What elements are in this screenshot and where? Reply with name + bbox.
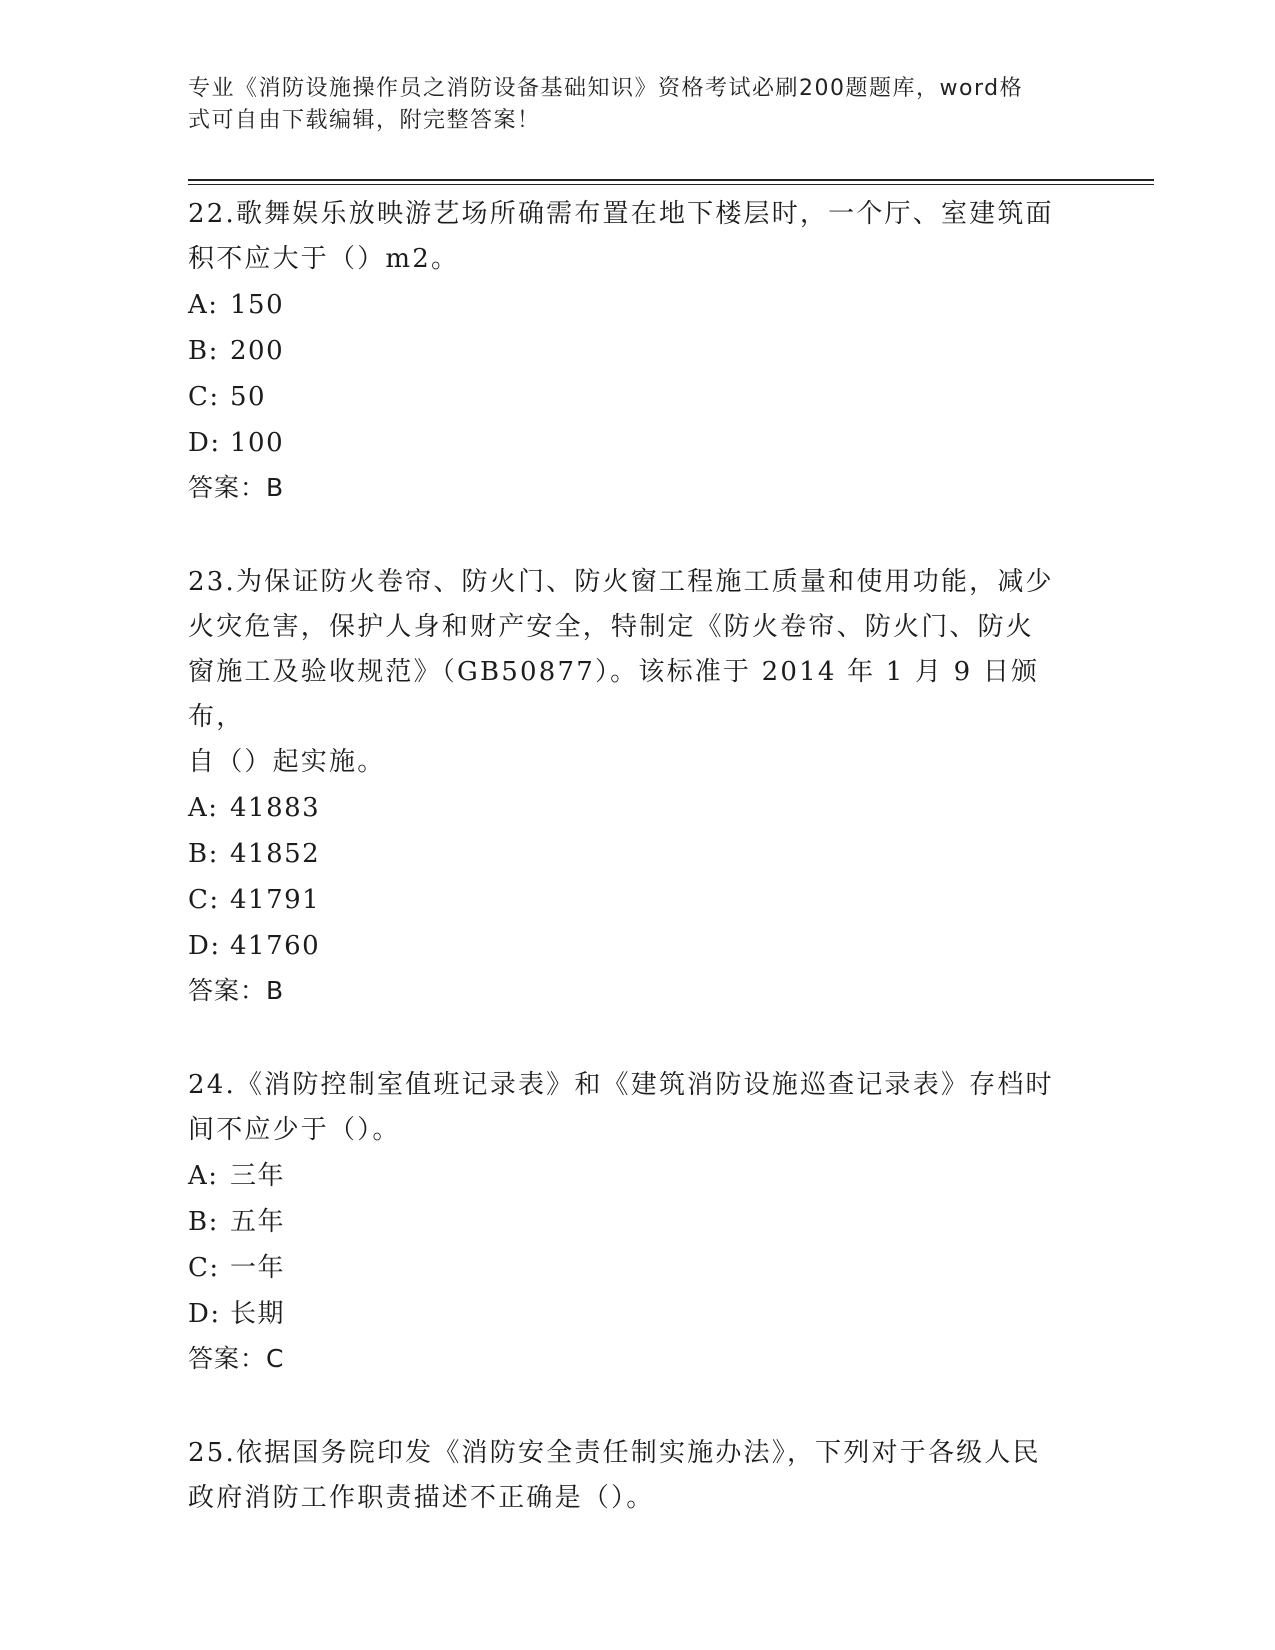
stem-line: 22.歌舞娱乐放映游艺场所确需布置在地下楼层时，一个厅、室建筑面 xyxy=(188,199,1054,229)
option-letter: A: xyxy=(188,290,219,320)
option-letter: B: xyxy=(188,1207,219,1237)
stem-line: 自（）起实施。 xyxy=(188,747,386,777)
header-line-2: 式可自由下载编辑，附完整答案！ xyxy=(188,108,541,133)
option-letter: D: xyxy=(188,1299,221,1329)
answer-line: 答案：B xyxy=(188,473,285,502)
stem-line: 间不应少于（）。 xyxy=(188,1115,401,1145)
stem-line: 25.依据国务院印发《消防安全责任制实施办法》，下列对于各级人民 xyxy=(188,1438,1041,1468)
header-divider-thick xyxy=(188,179,1154,181)
option-a xyxy=(188,282,1068,328)
option-letter: C: xyxy=(188,1253,220,1283)
option-d xyxy=(188,923,1068,969)
stem-line: 24.《消防控制室值班记录表》和《建筑消防设施巡查记录表》存档时 xyxy=(188,1070,1054,1100)
header-divider-thin xyxy=(188,184,1154,185)
option-c xyxy=(188,1245,1068,1291)
option-letter: A: xyxy=(188,1161,219,1191)
question-24 xyxy=(188,1063,1068,1381)
option-text: 41791 xyxy=(230,885,321,915)
option-d xyxy=(188,420,1068,466)
option-letter: D: xyxy=(188,931,221,961)
option-b xyxy=(188,328,1068,374)
option-letter: D: xyxy=(188,428,221,458)
question-stem xyxy=(188,1063,1068,1153)
question-23 xyxy=(188,560,1068,1013)
option-text: 长期 xyxy=(230,1299,286,1329)
document-header xyxy=(188,73,1068,137)
stem-line: 火灾危害，保护人身和财产安全，特制定《防火卷帘、防火门、防火 xyxy=(188,612,1035,642)
option-d xyxy=(188,1291,1068,1337)
question-22 xyxy=(188,192,1068,510)
answer-line: 答案：C xyxy=(188,1344,285,1373)
question-stem xyxy=(188,192,1068,282)
option-letter: B: xyxy=(188,336,219,366)
option-c xyxy=(188,877,1068,923)
option-letter: B: xyxy=(188,839,219,869)
option-text: 41760 xyxy=(230,931,321,961)
stem-line: 窗施工及验收规范》（GB50877）。该标准于 2014 年 1 月 9 日颁布， xyxy=(188,657,1040,732)
option-letter: C: xyxy=(188,382,220,412)
option-text: 150 xyxy=(230,290,285,320)
option-letter: C: xyxy=(188,885,220,915)
option-letter: A: xyxy=(188,793,219,823)
question-stem xyxy=(188,1431,1068,1521)
option-text: 41852 xyxy=(230,839,321,869)
option-b xyxy=(188,1199,1068,1245)
stem-line: 政府消防工作职责描述不正确是（）。 xyxy=(188,1483,655,1513)
answer-line: 答案：B xyxy=(188,976,285,1005)
stem-line: 23.为保证防火卷帘、防火门、防火窗工程施工质量和使用功能，减少 xyxy=(188,567,1054,597)
option-text: 一年 xyxy=(230,1253,286,1283)
option-text: 100 xyxy=(230,428,285,458)
header-line-1: 专业《消防设施操作员之消防设备基础知识》资格考试必刷200题题库，word格 xyxy=(188,76,1024,101)
option-c xyxy=(188,374,1068,420)
option-text: 五年 xyxy=(230,1207,286,1237)
stem-line: 积不应大于（）m2。 xyxy=(188,244,460,274)
question-stem xyxy=(188,560,1068,785)
question-list xyxy=(188,192,1068,1571)
option-b xyxy=(188,831,1068,877)
option-text: 41883 xyxy=(230,793,321,823)
option-a xyxy=(188,785,1068,831)
option-text: 200 xyxy=(230,336,285,366)
option-a xyxy=(188,1153,1068,1199)
option-text: 50 xyxy=(230,382,267,412)
option-text: 三年 xyxy=(230,1161,286,1191)
question-25 xyxy=(188,1431,1068,1521)
